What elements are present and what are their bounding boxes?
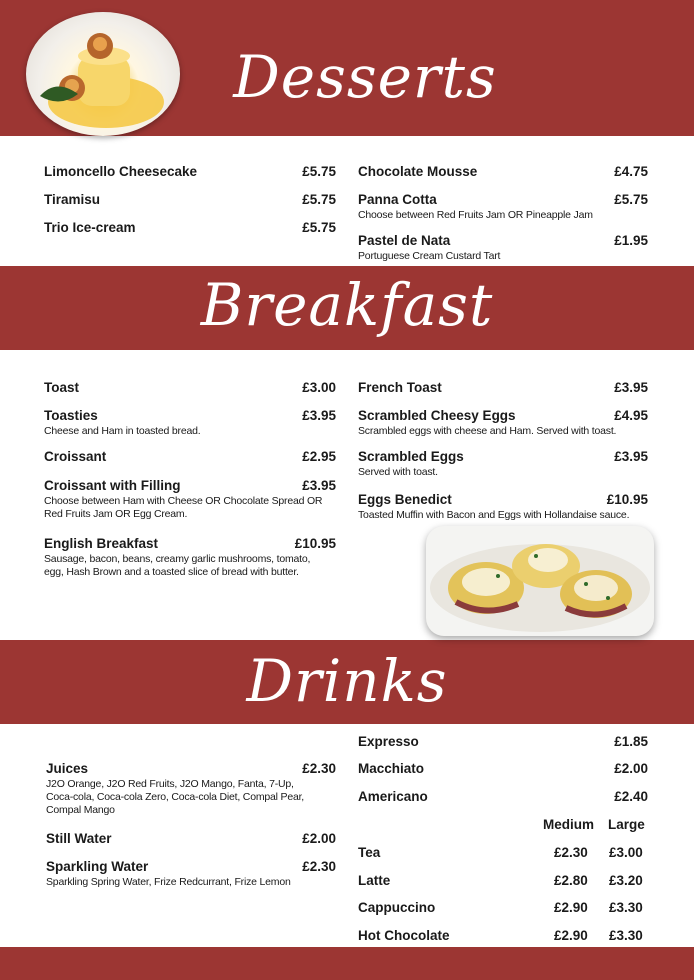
item-price-large: £3.30 [609, 928, 643, 943]
item-description: Scrambled eggs with cheese and Ham. Served with toast. [358, 425, 617, 437]
breakfast-item [44, 478, 336, 521]
item-name: Panna Cotta [358, 192, 437, 207]
item-price: £3.00 [302, 380, 336, 395]
item-price: £2.95 [302, 449, 336, 464]
drink-item [46, 859, 336, 889]
item-price: £2.00 [302, 831, 336, 846]
item-description: Choose between Ham with Cheese OR Chocolate Spread OR Red Fruits Jam OR Egg Cream. [44, 495, 323, 520]
dessert-item [44, 192, 336, 207]
item-name: Hot Chocolate [358, 928, 450, 943]
item-description: Toasted Muffin with Bacon and Eggs with Hollandaise sauce. [358, 509, 630, 521]
breakfast-item [358, 380, 648, 395]
medium-header: Medium [543, 817, 595, 832]
breakfast-item [44, 380, 336, 395]
item-name: Still Water [46, 831, 112, 846]
item-price: £3.95 [614, 449, 648, 464]
item-price-large: £3.30 [609, 900, 643, 915]
item-name: Eggs Benedict [358, 492, 452, 507]
item-price: £2.30 [302, 859, 336, 874]
item-price-medium: £2.90 [554, 928, 588, 943]
item-price: £2.00 [614, 761, 648, 776]
item-name: Latte [358, 873, 391, 888]
large-header: Large [608, 817, 645, 832]
drink-item [46, 761, 336, 817]
breakfast-title: Breakfast [200, 271, 494, 339]
item-price: £3.95 [302, 408, 336, 423]
item-description: Portuguese Cream Custard Tart [358, 250, 501, 262]
breakfast-item [358, 408, 648, 438]
breakfast-item [44, 536, 336, 579]
item-price-large: £3.00 [609, 845, 643, 860]
breakfast-item [358, 449, 648, 479]
item-price: £10.95 [294, 536, 336, 551]
item-description: Sparkling Spring Water, Frize Redcurrant, Frize Lemon [46, 876, 291, 888]
item-price-medium: £2.90 [554, 900, 588, 915]
item-description: Choose between Red Fruits Jam OR Pineapple Jam [358, 209, 593, 221]
item-price: £1.95 [614, 233, 648, 248]
item-name: French Toast [358, 380, 442, 395]
item-name: Tiramisu [44, 192, 101, 207]
item-description: Sausage, bacon, beans, creamy garlic mushrooms, tomato, egg, Hash Brown and a toasted slice of bread with butter. [44, 553, 311, 578]
item-name: Scrambled Eggs [358, 449, 464, 464]
breakfast-item [44, 449, 336, 464]
item-price: £5.75 [302, 164, 336, 179]
dessert-photo [26, 12, 180, 136]
item-name: Scrambled Cheesy Eggs [358, 408, 516, 423]
desserts-title: Desserts [233, 43, 497, 111]
item-price: £5.75 [302, 220, 336, 235]
item-name: Croissant [44, 449, 107, 464]
item-name: Sparkling Water [46, 859, 149, 874]
dessert-item [358, 233, 648, 263]
item-price: £1.85 [614, 734, 648, 749]
item-name: Chocolate Mousse [358, 164, 478, 179]
eggs-benedict-photo [426, 526, 654, 636]
item-price: £4.95 [614, 408, 648, 423]
item-price: £10.95 [606, 492, 648, 507]
drinks-title: Drinks [246, 647, 448, 715]
item-description: Served with toast. [358, 466, 438, 478]
breakfast-item [358, 492, 648, 522]
item-description: J2O Orange, J2O Red Fruits, J2O Mango, Fanta, 7-Up, Coca-cola, Coca-cola Zero, Coca-cola Diet, Compal Pear, Compal Mango [46, 778, 305, 816]
dessert-item [358, 192, 648, 222]
item-name: Americano [358, 789, 428, 804]
drink-item [46, 831, 336, 846]
item-name: Juices [46, 761, 89, 776]
item-description: Cheese and Ham in toasted bread. [44, 425, 201, 437]
item-name: English Breakfast [44, 536, 159, 551]
drink-item [358, 789, 648, 804]
item-name: Trio Ice-cream [44, 220, 136, 235]
item-name: Pastel de Nata [358, 233, 451, 248]
drink-item [358, 761, 648, 776]
item-name: Limoncello Cheesecake [44, 164, 198, 179]
item-price: £3.95 [302, 478, 336, 493]
item-price-medium: £2.30 [554, 845, 588, 860]
dessert-item [44, 220, 336, 235]
item-price: £5.75 [302, 192, 336, 207]
drink-item [358, 734, 648, 749]
item-price: £5.75 [614, 192, 648, 207]
item-name: Toasties [44, 408, 98, 423]
item-price: £3.95 [614, 380, 648, 395]
item-price-medium: £2.80 [554, 873, 588, 888]
breakfast-item [44, 408, 336, 438]
item-price: £2.40 [614, 789, 648, 804]
item-name: Toast [44, 380, 80, 395]
item-price-large: £3.20 [609, 873, 643, 888]
item-name: Cappuccino [358, 900, 436, 915]
item-name: Expresso [358, 734, 419, 749]
footer-band [0, 947, 694, 980]
item-name: Tea [358, 845, 381, 860]
item-price: £4.75 [614, 164, 648, 179]
item-price: £2.30 [302, 761, 336, 776]
dessert-item [358, 164, 648, 179]
dessert-item [44, 164, 336, 179]
item-name: Macchiato [358, 761, 425, 776]
item-name: Croissant with Filling [44, 478, 181, 493]
